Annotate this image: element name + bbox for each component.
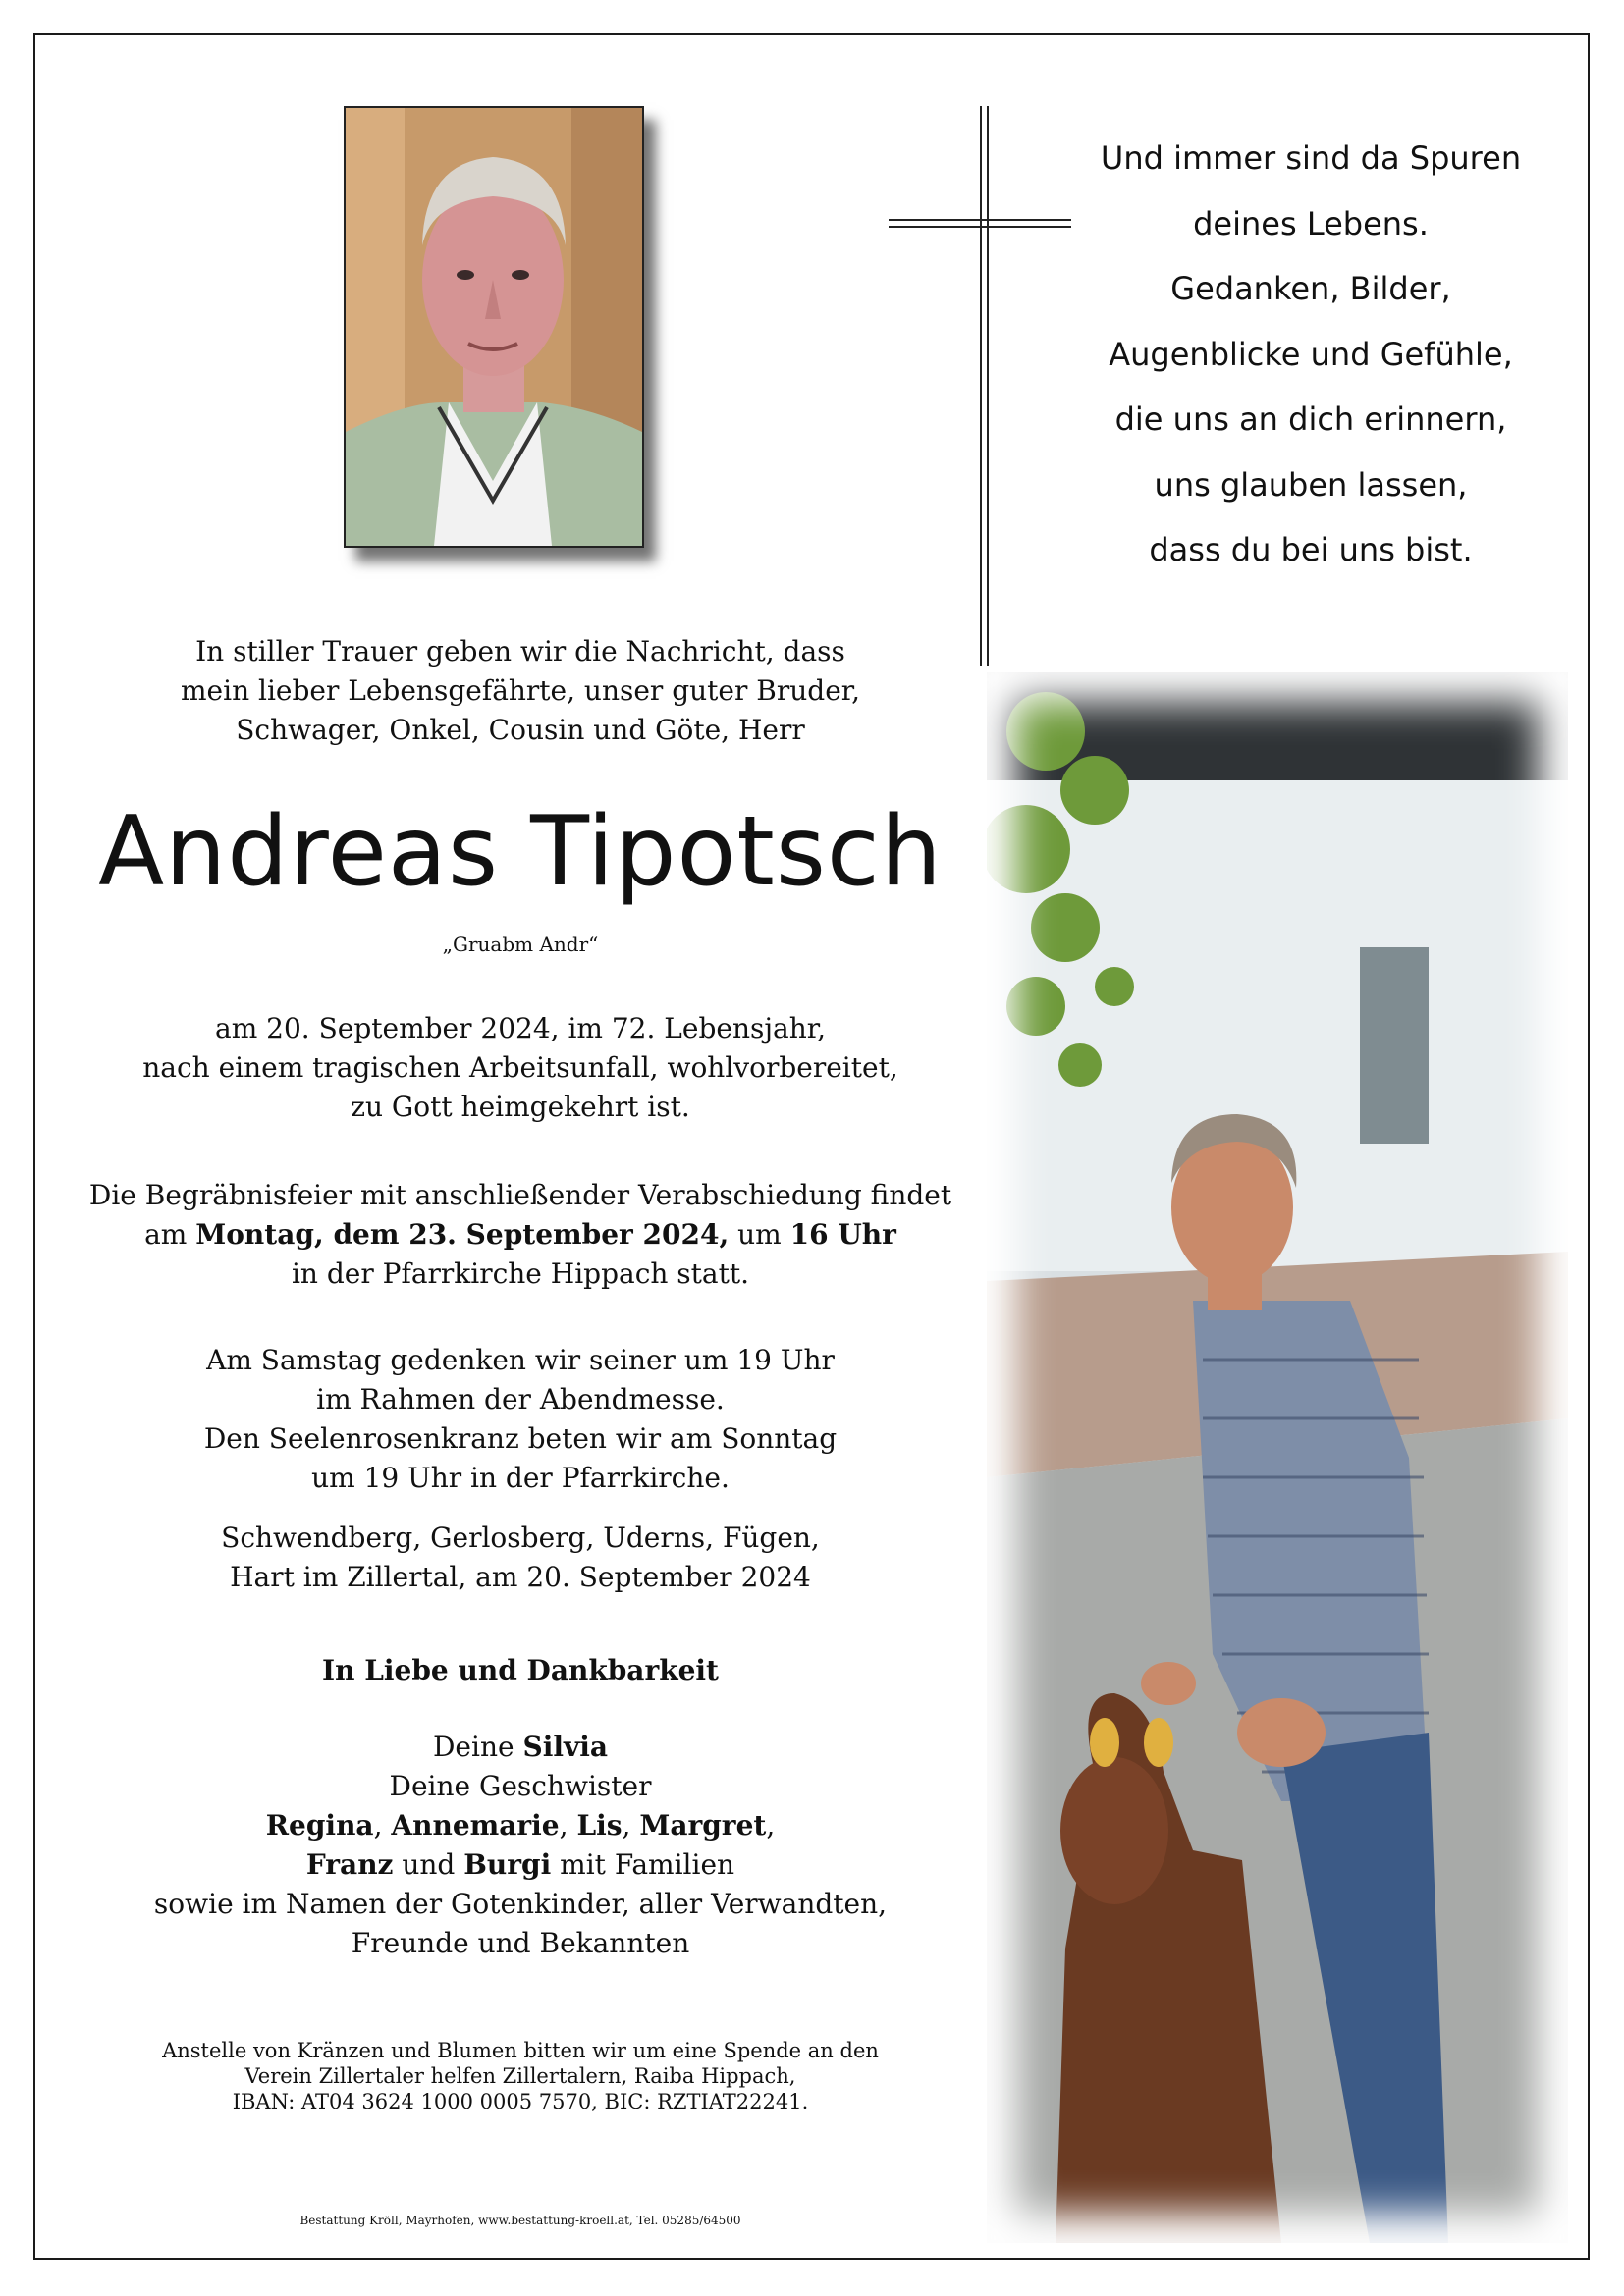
death-notice <box>59 1009 982 1127</box>
funeral-time: 16 Uhr <box>789 1218 896 1251</box>
intro-line: In stiller Trauer geben wir die Nachricht, dass <box>195 635 845 667</box>
funeral-info <box>59 1176 982 1294</box>
love-gratitude: In Liebe und Dankbarkeit <box>322 1654 719 1686</box>
nickname: „Gruabm Andr“ <box>442 933 599 956</box>
donation-line: Verein Zillertaler helfen Zillertalern, Raiba Hippach, <box>244 2064 796 2088</box>
poem-line: Und immer sind da Spuren <box>1100 139 1522 177</box>
farm-photo <box>987 672 1568 2243</box>
poem-line: die uns an dich erinnern, <box>1114 400 1507 438</box>
intro-line: Schwager, Onkel, Cousin und Göte, Herr <box>236 714 805 746</box>
family-line: Deine Silvia <box>432 1731 609 1763</box>
cross-icon-bar <box>889 226 1071 228</box>
poem-line: Augenblicke und Gefühle, <box>1109 335 1513 373</box>
prayer-line: um 19 Uhr in der Pfarrkirche. <box>311 1462 730 1494</box>
death-line: am 20. September 2024, im 72. Lebensjahr, <box>215 1012 826 1044</box>
family-line: sowie im Namen der Gotenkinder, aller Verwandten, <box>153 1888 888 1920</box>
donation-line: IBAN: AT04 3624 1000 0005 7570, BIC: RZTIAT22241. <box>232 2090 809 2113</box>
place-line: Schwendberg, Gerlosberg, Uderns, Fügen, <box>221 1522 820 1554</box>
death-line: nach einem tragischen Arbeitsunfall, wohlvorbereitet, <box>142 1051 898 1084</box>
deceased-name: Andreas Tipotsch <box>98 796 943 908</box>
poem-line: dass du bei uns bist. <box>1149 531 1473 568</box>
death-line: zu Gott heimgekehrt ist. <box>351 1091 690 1123</box>
funeral-line: Die Begräbnisfeier mit anschließender Verabschiedung findet <box>88 1179 952 1211</box>
family-line: Freunde und Bekannten <box>351 1927 690 1959</box>
cross-icon-line <box>987 106 989 666</box>
funeral-date: Montag, dem 23. September 2024, <box>195 1218 730 1251</box>
poem-line: uns glauben lassen, <box>1154 465 1468 504</box>
place-date <box>59 1519 982 1597</box>
cross-icon <box>980 106 982 666</box>
intro-text <box>59 632 982 750</box>
family-line: Franz und Burgi mit Familien <box>305 1848 735 1881</box>
funeral-home-footer: Bestattung Kröll, Mayrhofen, www.bestattung-kroell.at, Tel. 05285/64500 <box>299 2214 741 2227</box>
prayer-line: Am Samstag gedenken wir seiner um 19 Uhr <box>206 1344 835 1376</box>
prayer-info <box>59 1341 982 1498</box>
prayer-line: Den Seelenrosenkranz beten wir am Sonntag <box>203 1422 838 1455</box>
family-line: Regina, Annemarie, Lis, Margret, <box>265 1809 776 1842</box>
poem-line: deines Lebens. <box>1193 204 1429 242</box>
donation-note <box>59 2038 982 2114</box>
cross-icon-bar <box>889 219 1071 221</box>
family-line: Deine Geschwister <box>389 1770 652 1802</box>
funeral-date-line: am Montag, dem 23. September 2024, um 16 Uhr <box>144 1218 896 1251</box>
portrait-photo <box>344 106 644 548</box>
funeral-line: in der Pfarrkirche Hippach statt. <box>291 1257 750 1290</box>
family-list <box>59 1728 982 1963</box>
prayer-line: im Rahmen der Abendmesse. <box>316 1383 725 1415</box>
place-line: Hart im Zillertal, am 20. September 2024 <box>230 1561 811 1593</box>
poem <box>1080 126 1542 583</box>
donation-line: Anstelle von Kränzen und Blumen bitten wir um eine Spende an den <box>162 2039 879 2062</box>
intro-line: mein lieber Lebensgefährte, unser guter Bruder, <box>181 674 860 707</box>
poem-line: Gedanken, Bilder, <box>1170 270 1451 307</box>
